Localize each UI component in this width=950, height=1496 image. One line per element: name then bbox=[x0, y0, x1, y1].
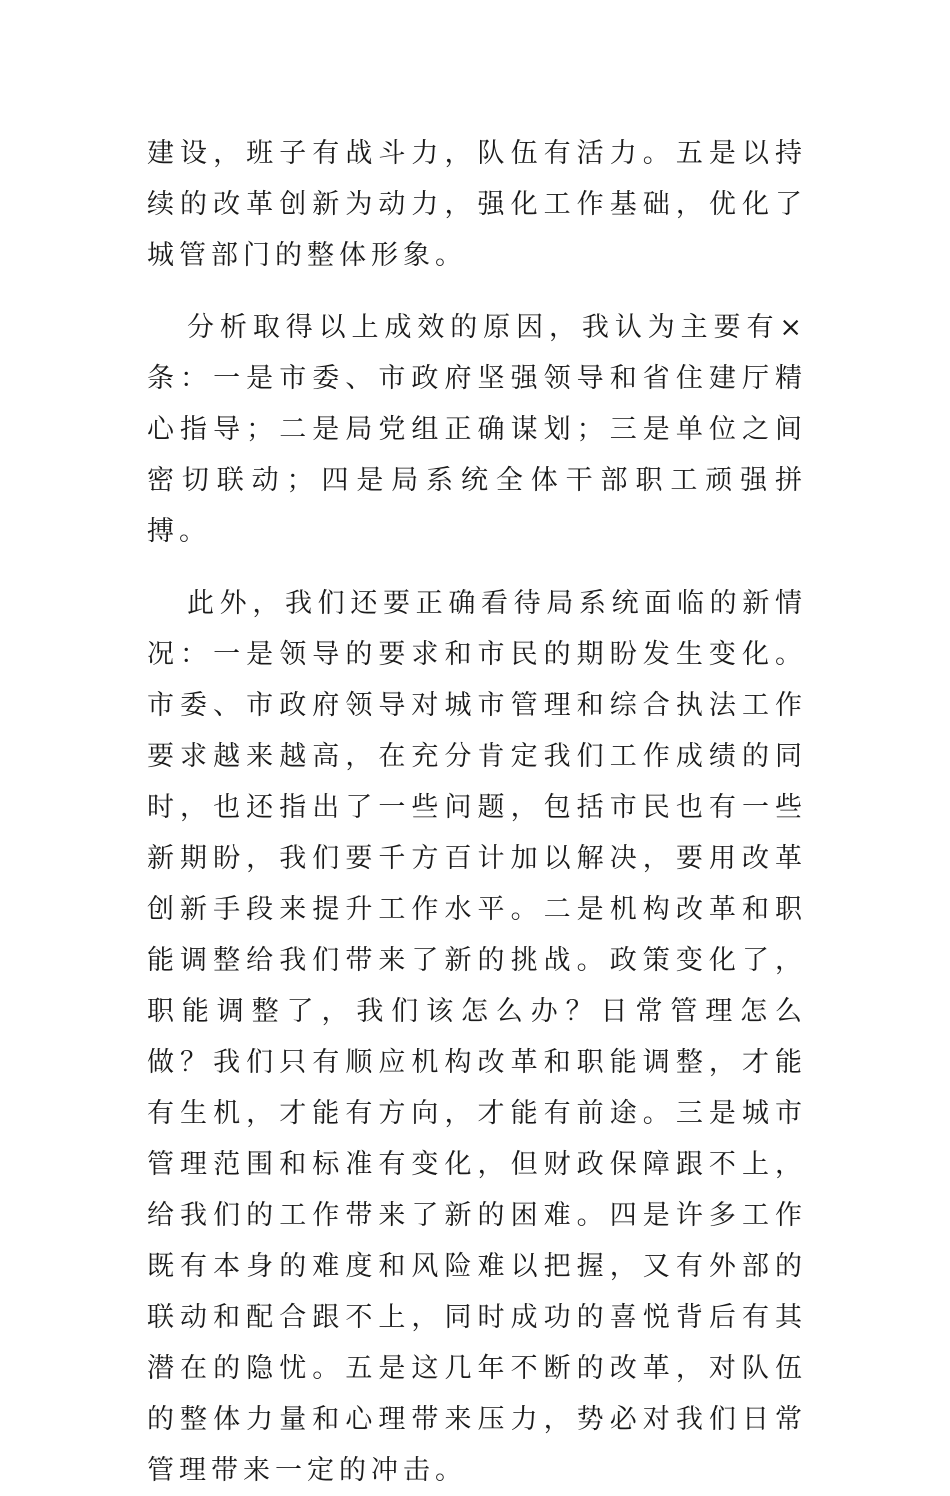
paragraph-analysis-reasons: 分析取得以上成效的原因，我认为主要有×条：一是市委、市政府坚强领导和省住建厅精心指导；二是局党组正确谋划；三是单位之间密切联动；四是局系统全体干部职工顽强拼搏。 bbox=[147, 312, 807, 547]
paragraph-new-situations: 此外，我们还要正确看待局系统面临的新情况：一是领导的要求和市民的期盼发生变化。市委、市政府领导对城市管理和综合执法工作要求越来越高，在充分肯定我们工作成绩的同时，也还指出了一些问题，包括市民也有一些新期盼，我们要千方百计加以解决，要用改革创新手段来提升工作水平。二是机构改革和职能调整给我们带来了新的挑战。政策变化了，职能调整了，我们该怎么办？日常管理怎么做？我们只有顺应机构改革和职能调整，才能有生机，才能有方向，才能有前途。三是城市管理范围和标准有变化，但财政保障跟不上，给我们的工作带来了新的困难。四是许多工作既有本身的难度和风险难以把握，又有外部的联动和配合跟不上，同时成功的喜悦背后有其潜在的隐忧。五是这几年不断的改革，对队伍的整体力量和心理带来压力，势必对我们日常管理带来一定的冲击。 bbox=[147, 588, 807, 1486]
document-body bbox=[147, 128, 807, 1496]
paragraph-continuation: 建设，班子有战斗力，队伍有活力。五是以持续的改革创新为动力，强化工作基础，优化了城管部门的整体形象。 bbox=[147, 138, 807, 271]
